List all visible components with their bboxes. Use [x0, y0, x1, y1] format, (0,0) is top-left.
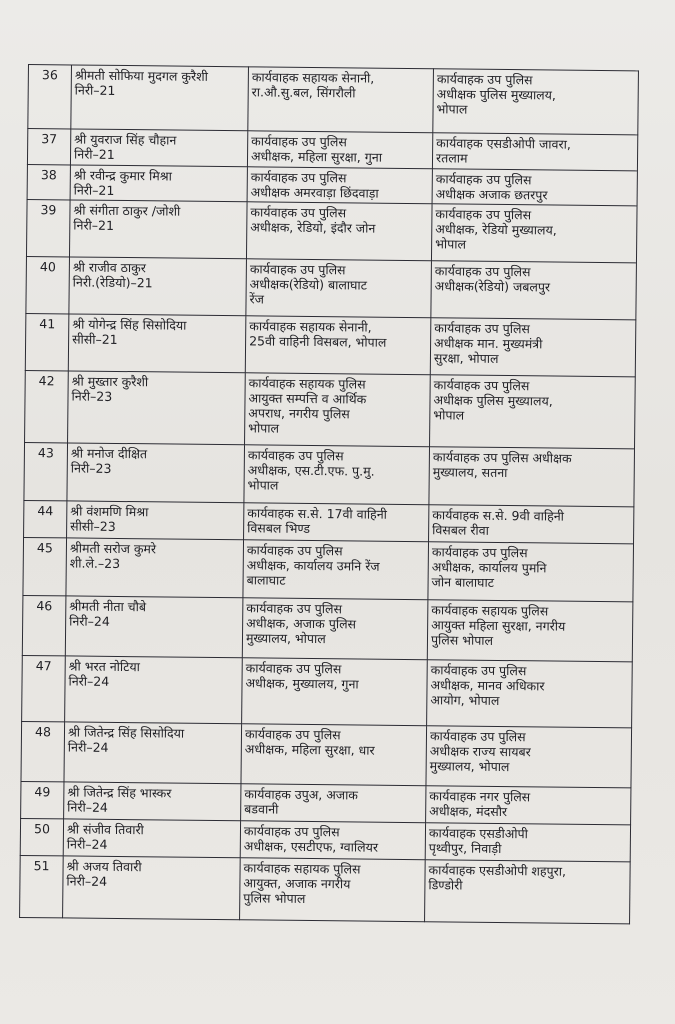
current-posting-cell [242, 658, 428, 726]
table-row [22, 595, 633, 661]
new-posting-cell [425, 860, 631, 924]
rank-code: सीसी–21 [72, 331, 118, 347]
cell-line: अधीक्षक अजाक छतरपुर [435, 186, 548, 203]
table-row [23, 537, 634, 601]
rank-code: निरी–24 [67, 739, 109, 755]
cell-line: कार्यवाहक एसडीओपी शहपुरा, [428, 862, 567, 879]
current-posting-cell [246, 259, 432, 318]
cell-line: कार्यवाहक उप पुलिस [249, 261, 346, 278]
new-posting-cell [430, 318, 636, 377]
rank-code: निरी–24 [68, 673, 110, 689]
cell-line: कार्यवाहक उप पुलिस [246, 600, 343, 617]
cell-line: कार्यवाहक उप पुलिस [434, 263, 531, 280]
cell-line: भोपाल [436, 101, 468, 117]
cell-line: सुरक्षा, भोपाल [433, 350, 499, 366]
new-posting-cell [431, 204, 637, 263]
table-row [22, 655, 633, 727]
cell-line: कार्यवाहक उप पुलिस [434, 320, 531, 337]
cell-line: भोपाल [435, 236, 467, 252]
cell-line: कार्यवाहक सहायक पुलिस [243, 860, 361, 877]
cell-line: कार्यवाहक सहायक पुलिस [431, 602, 549, 619]
cell-line: अधीक्षक, अजाक पुलिस [246, 615, 357, 632]
cell-line: श्रीमती सरोज कुमरे [69, 540, 157, 557]
cell-line: मुख्यालय, भोपाल [245, 630, 326, 647]
serial-number: 46 [22, 595, 66, 655]
cell-line: कार्यवाहक उपुअ, अजाक [244, 786, 359, 803]
serial-number: 44 [24, 500, 67, 537]
officer-name-cell [64, 782, 241, 821]
cell-line: जोन बालाघाट [431, 574, 495, 590]
table-row [25, 370, 636, 448]
current-posting-cell [241, 784, 426, 823]
rank-code: शी.ले.–23 [69, 555, 121, 571]
table-row [24, 442, 635, 506]
cell-line: श्री मनोज दीक्षित [70, 445, 148, 462]
new-posting-cell [429, 447, 635, 507]
current-posting-cell [248, 67, 434, 133]
cell-line: कार्यवाहक उप पुलिस [250, 204, 347, 221]
cell-line: कार्यवाहक उप पुलिस [247, 447, 344, 464]
cell-line: कार्यवाहक सहायक पुलिस [248, 375, 366, 392]
serial-number: 37 [27, 129, 70, 165]
rank-code: निरी–21 [73, 217, 115, 233]
cell-line: अधीक्षक, रेडियो, इंदौर जोन [250, 219, 376, 236]
cell-line: कार्यवाहक एसडीओपी [428, 825, 528, 842]
current-posting-cell [241, 724, 427, 786]
cell-line: अधीक्षक मान. मुख्यमंत्री [434, 335, 543, 352]
cell-line: अधीक्षक, महिला सुरक्षा, गुना [250, 148, 383, 165]
cell-line: श्री संगीता ठाकुर /जोशी [73, 202, 181, 219]
serial-number: 40 [26, 256, 70, 313]
cell-line: श्री वंशमणि मिश्रा [70, 503, 149, 520]
officer-name-cell [70, 165, 247, 202]
cell-line: श्री संजीव तिवारी [66, 821, 144, 838]
serial-number: 36 [28, 65, 72, 129]
cell-line: पुलिस भोपाल [243, 890, 306, 906]
rank-code: निरी–21 [74, 82, 116, 98]
current-posting-cell [245, 316, 431, 375]
cell-line: श्री जितेन्द्र सिंह सिसोदिया [67, 724, 185, 741]
cell-line: कार्यवाहक उप पुलिस [433, 377, 530, 394]
cell-line: कार्यवाहक उप पुलिस [246, 542, 343, 559]
current-posting-cell [244, 445, 430, 505]
cell-line: भोपाल [248, 420, 280, 436]
table-row [24, 500, 634, 543]
officer-name-cell [67, 501, 244, 540]
officer-name-cell [70, 129, 247, 167]
cell-line: आयोग, भोपाल [430, 692, 500, 708]
cell-line: मुख्यालय, भोपाल [429, 758, 510, 775]
cell-line: अधीक्षक, महिला सुरक्षा, धार [244, 741, 375, 758]
cell-line: अधीक्षक, मुख्यालय, गुना [245, 675, 359, 692]
current-posting-cell [245, 373, 431, 447]
table-row [26, 199, 637, 262]
officer-name-cell [71, 65, 249, 131]
cell-line: आयुक्त सम्पत्ति व आर्थिक [248, 390, 367, 407]
officer-name-cell [67, 443, 245, 503]
cell-line: कार्यवाहक नगर पुलिस [429, 788, 531, 805]
cell-line: पृथ्वीपुर, निवाड़ी [428, 840, 502, 856]
cell-line: कार्यवाहक उप पुलिस [250, 169, 347, 186]
cell-line: कार्यवाहक एसडीओपी जावरा, [436, 135, 571, 152]
table-row [25, 313, 636, 376]
serial-number: 42 [25, 370, 69, 442]
cell-line: कार्यवाहक उप पुलिस [243, 823, 340, 840]
new-posting-cell [432, 133, 637, 171]
officer-name-cell [69, 200, 247, 259]
cell-line: पुलिस भोपाल [430, 632, 494, 648]
cell-line: अधीक्षक, कार्यालय पुमनि [431, 559, 547, 576]
serial-number: 39 [26, 199, 70, 256]
current-posting-cell [246, 202, 432, 261]
officer-name-cell [68, 314, 246, 373]
current-posting-cell [242, 598, 428, 660]
new-posting-cell [426, 786, 631, 825]
cell-line: विसबल भिण्ड [247, 520, 311, 536]
transfer-table [19, 64, 639, 924]
serial-number: 49 [21, 781, 64, 818]
cell-line: अधीक्षक(रेडियो) बालाघाट [249, 276, 368, 293]
cell-line: अधीक्षक, मंदसौर [429, 803, 508, 820]
cell-line: अधीक्षक राज्य सायबर [429, 743, 531, 760]
cell-line: अधीक्षक, मानव अधिकार [430, 677, 545, 694]
serial-number: 51 [20, 855, 64, 917]
rank-code: निरी.(रेडियो)–21 [72, 274, 153, 291]
table-row [21, 721, 632, 787]
cell-line: श्री जितेन्द्र सिंह भास्कर [67, 784, 172, 801]
cell-line: श्री भरत नोटिया [68, 658, 141, 675]
new-posting-cell [427, 660, 633, 728]
rank-code: निरी–24 [67, 799, 108, 815]
cell-line: कार्यवाहक उप पुलिस [244, 726, 341, 743]
cell-line: श्री युवराज सिंह चौहान [74, 131, 177, 148]
rank-code: निरी–24 [66, 873, 108, 889]
cell-line: श्रीमती सोफिया मुदगल कुरैशी [74, 67, 208, 84]
cell-line: कार्यवाहक उप पुलिस [431, 544, 528, 561]
cell-line: अधीक्षक अमरवाड़ा छिंदवाड़ा [250, 184, 379, 201]
cell-line: अधीक्षक, एसटीएफ, ग्वालियर [243, 838, 379, 855]
officer-name-cell [65, 596, 243, 658]
cell-line: श्री राजीव ठाकुर [72, 259, 147, 276]
current-posting-cell [240, 821, 425, 860]
new-posting-cell [425, 823, 630, 862]
new-posting-cell [432, 169, 637, 206]
cell-line: श्रीमती नीता चौबे [69, 598, 147, 615]
cell-line: कार्यवाहक उप पुलिस [430, 662, 527, 679]
rank-code: सीसी–23 [70, 518, 116, 534]
serial-number: 38 [27, 164, 70, 199]
new-posting-cell [429, 505, 634, 544]
cell-line: मुख्यालय, सतना [432, 464, 508, 481]
cell-line: कार्यवाहक उप पुलिस [245, 660, 342, 677]
cell-line: अधीक्षक पुलिस मुख्यालय, [433, 392, 553, 409]
cell-line: श्री योगेन्द्र सिंह सिसोदिया [72, 316, 187, 333]
rank-code: निरी–23 [70, 460, 112, 476]
current-posting-cell [240, 858, 426, 922]
cell-line: अधीक्षक(रेडियो) जबलपुर [434, 278, 551, 295]
cell-line: कार्यवाहक उप पुलिस [435, 171, 532, 188]
officer-name-cell [63, 856, 241, 920]
cell-line: अपराध, नगरीय पुलिस [248, 405, 350, 422]
new-posting-cell [427, 600, 633, 662]
cell-line: कार्यवाहक सहायक सेनानी, [251, 69, 375, 86]
rank-code: निरी–21 [73, 182, 115, 198]
officer-name-cell [69, 257, 247, 316]
table-row [28, 65, 639, 135]
serial-number: 47 [22, 655, 66, 721]
table-row [21, 781, 631, 824]
cell-line: भोपाल [247, 477, 279, 493]
new-posting-cell [428, 542, 634, 602]
current-posting-cell [244, 503, 429, 542]
cell-line: श्री रवीन्द्र कुमार मिश्रा [73, 167, 172, 184]
cell-line: श्री मुख्तार कुरैशी [71, 373, 149, 390]
current-posting-cell [247, 167, 432, 204]
cell-line: रतलाम [435, 150, 468, 166]
new-posting-cell [430, 375, 636, 449]
cell-line: भोपाल [433, 407, 465, 423]
serial-number: 41 [25, 313, 69, 370]
new-posting-cell [431, 261, 637, 320]
cell-line: आयुक्त, अजाक नगरीय [243, 875, 351, 892]
table-row [26, 256, 637, 319]
new-posting-cell [433, 69, 639, 135]
cell-line: कार्यवाहक उप पुलिस अधीक्षक [432, 449, 572, 466]
cell-line: आयुक्त महिला सुरक्षा, नगरीय [431, 617, 566, 634]
current-posting-cell [247, 131, 432, 169]
officer-name-cell [68, 371, 246, 445]
cell-line: रेंज [249, 291, 265, 307]
cell-line: कार्यवाहक स.से. 9वी वाहिनी [432, 507, 565, 524]
rank-code: निरी–24 [69, 613, 110, 629]
officer-name-cell [64, 722, 242, 784]
cell-line: कार्यवाहक उप पुलिस [436, 71, 533, 88]
cell-line: डिण्डोरी [428, 877, 463, 893]
rank-code: निरी–21 [73, 146, 115, 162]
cell-line: कार्यवाहक स.से. 17वी वाहिनी [247, 505, 388, 522]
cell-line: विसबल रीवा [432, 522, 489, 538]
cell-line: रा.औ.सु.बल, सिंगरौली [251, 84, 356, 101]
current-posting-cell [243, 540, 429, 600]
cell-line: कार्यवाहक उप पुलिस [251, 133, 347, 150]
rank-code: निरी–23 [71, 388, 113, 404]
officer-name-cell [66, 538, 244, 598]
cell-line: अधीक्षक पुलिस मुख्यालय, [436, 86, 557, 103]
table-row [20, 818, 630, 861]
serial-number: 43 [24, 442, 68, 500]
officer-name-cell [63, 819, 240, 858]
cell-line: श्री अजय तिवारी [66, 858, 142, 875]
cell-line: कार्यवाहक उप पुलिस [429, 728, 526, 745]
cell-line: अधीक्षक, एस.टी.एफ. पु.मु. [247, 462, 375, 479]
table-row [20, 855, 631, 923]
transfer-table-body [20, 65, 639, 924]
cell-line: अधीक्षक, रेडियो मुख्यालय, [435, 221, 557, 238]
cell-line: बडवानी [244, 801, 279, 817]
rank-code: निरी–24 [66, 836, 108, 852]
new-posting-cell [426, 726, 632, 788]
serial-number: 48 [21, 721, 65, 781]
cell-line: कार्यवाहक उप पुलिस [435, 206, 532, 223]
cell-line: कार्यवाहक सहायक सेनानी, [249, 318, 372, 335]
officer-name-cell [65, 656, 243, 724]
cell-line: बालाघाट [246, 572, 286, 588]
serial-number: 45 [23, 537, 67, 595]
cell-line: अधीक्षक, कार्यालय उमनि रेंज [246, 557, 380, 574]
cell-line: 25वी वाहिनी विसबल, भोपाल [249, 333, 387, 350]
serial-number: 50 [20, 818, 63, 855]
